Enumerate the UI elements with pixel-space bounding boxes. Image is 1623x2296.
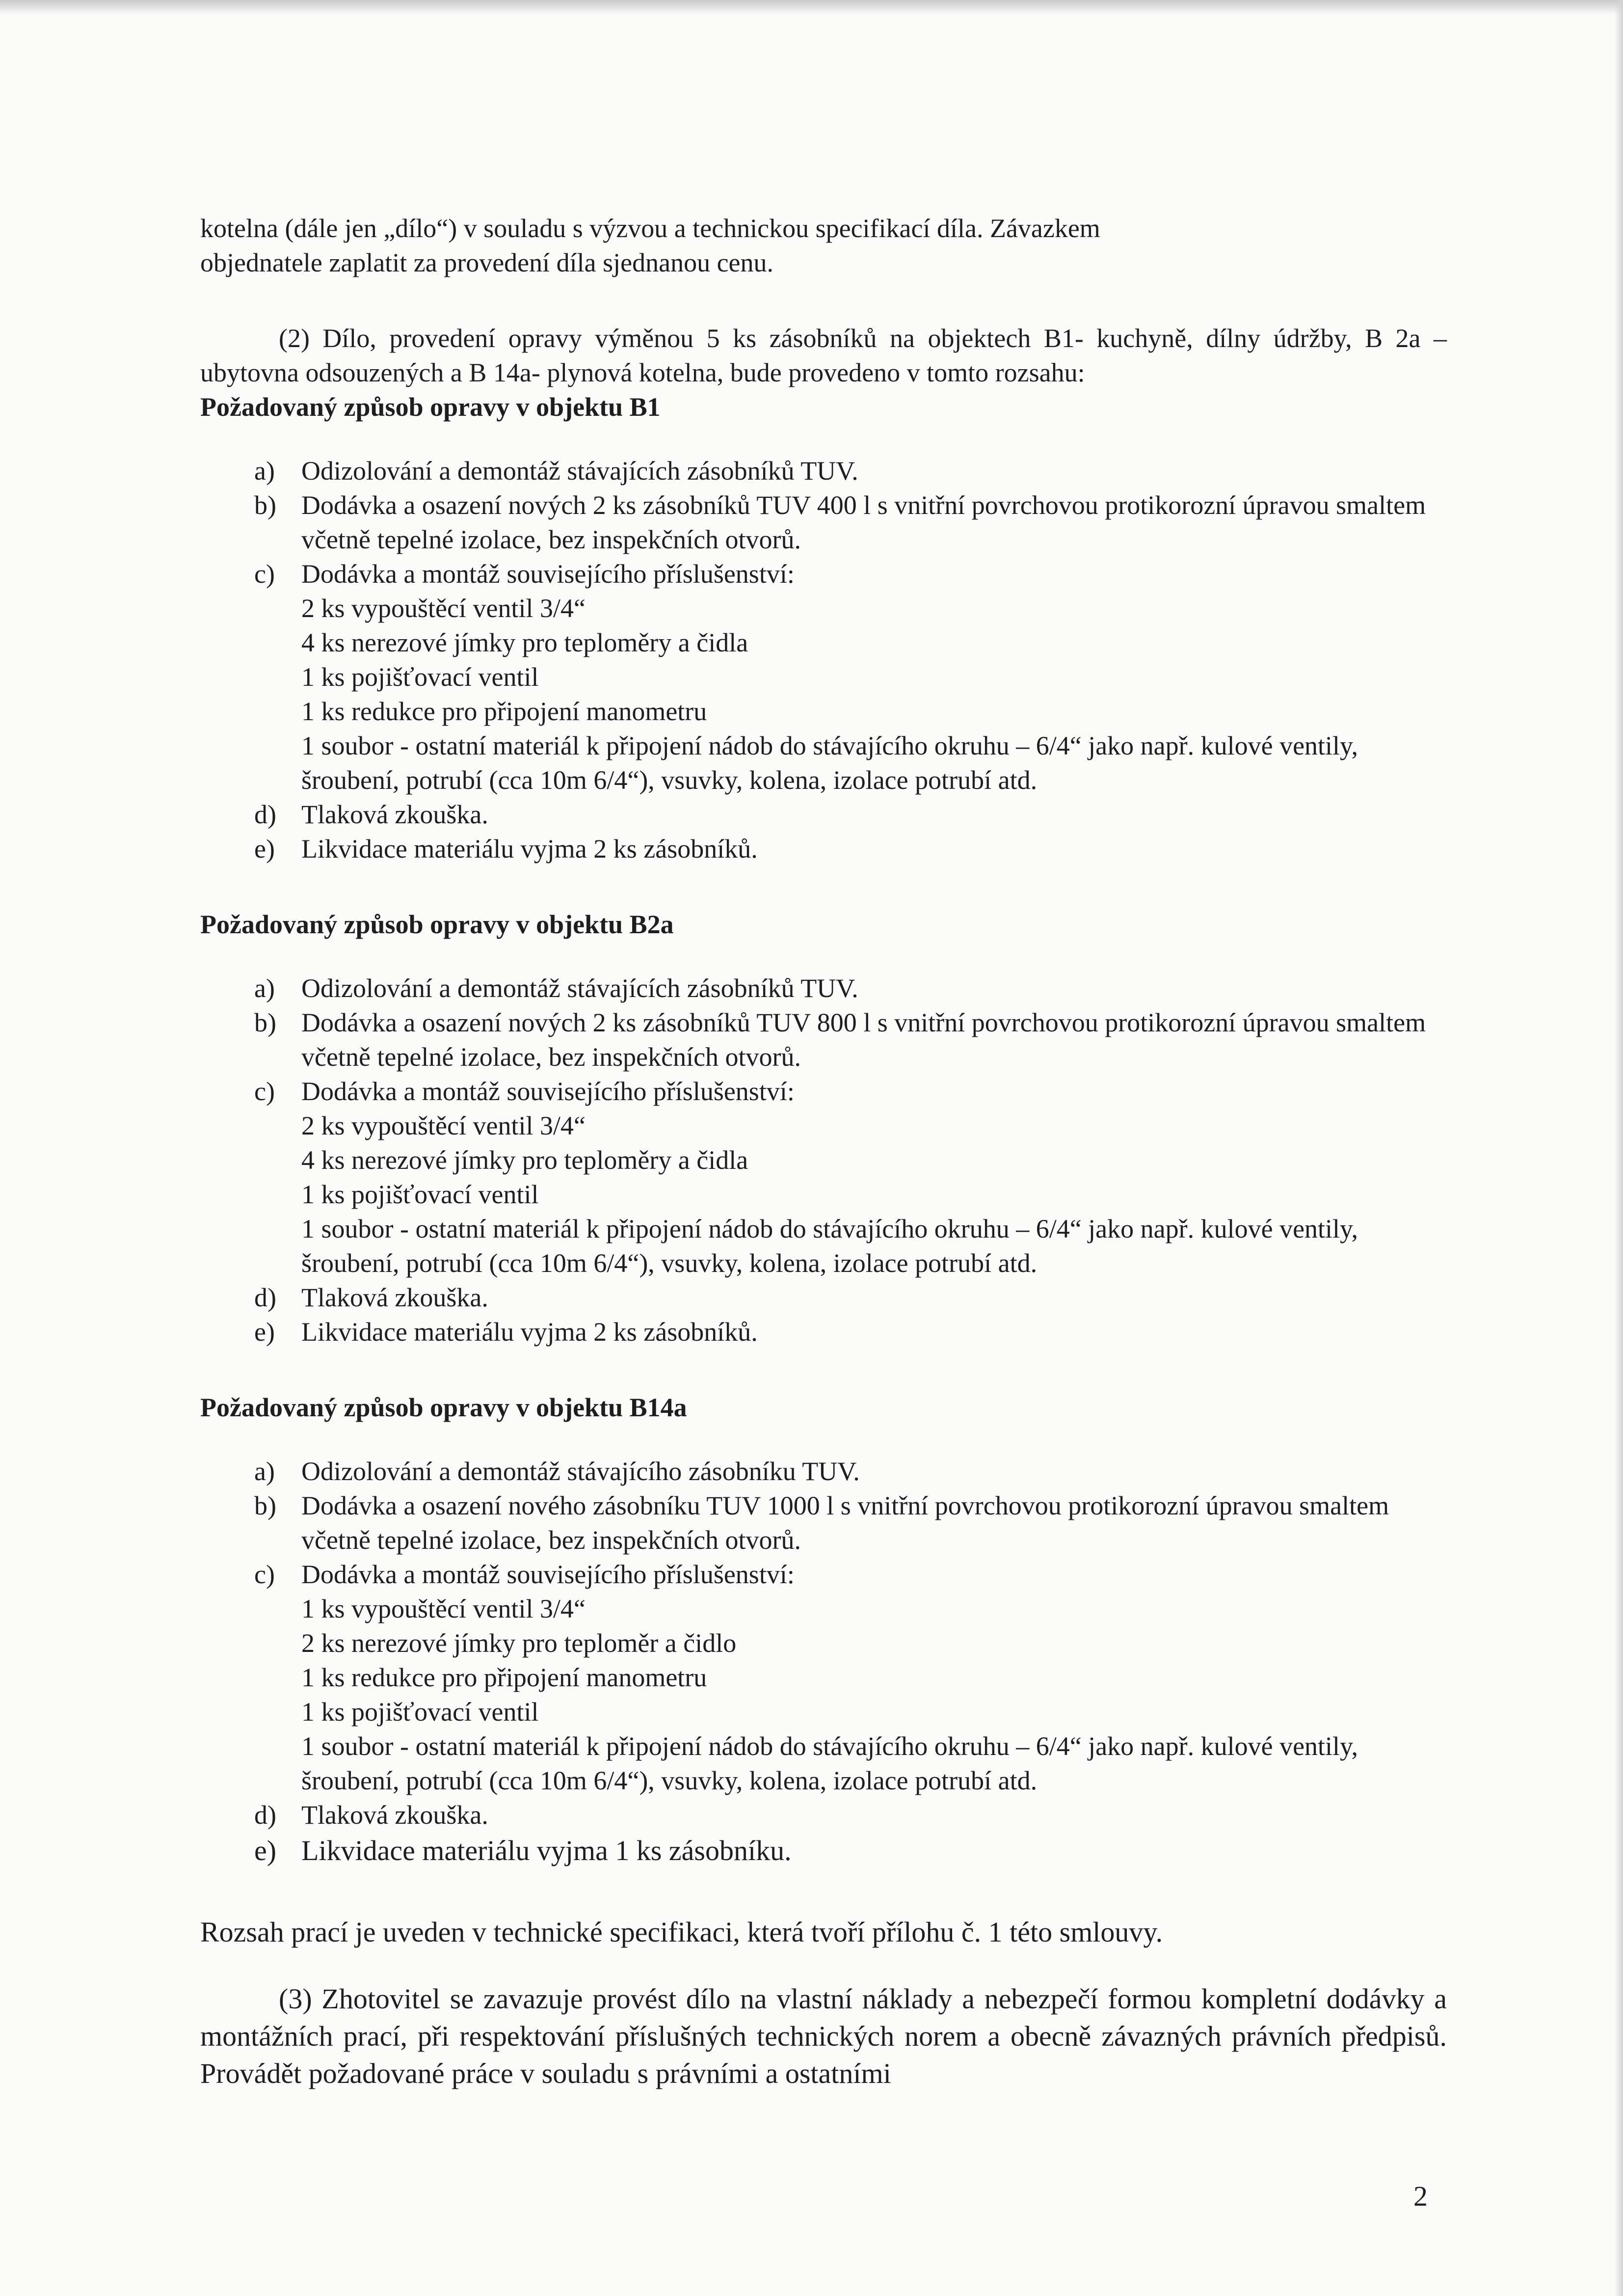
document-page [200,211,1447,2092]
item-text: Tlaková zkouška. [301,1800,488,1830]
list-item [254,557,1447,797]
item-marker: d) [254,1800,276,1830]
item-text: Dodávka a osazení nových 2 ks zásobníků TUV 400 l s vnitřní povrchovou protikorozní úpravou smaltem včetně tepelné izolace, bez inspekčních otvorů. [301,490,1426,554]
paragraph-3: (3) Zhotovitel se zavazuje provést dílo na vlastní náklady a nebezpečí formou kompletní dodávky a montážních prací, při respektování příslušných technických norem a obecně závazných právních předpisů. Provádět požadované práce v souladu s právními a ostatními [200,1983,1447,2089]
item-text: Dodávka a montáž souvisejícího příslušenství: [301,559,795,589]
accessory-line: 2 ks vypouštěcí ventil 3/4“ [301,1111,585,1140]
list-item [254,488,1447,557]
section-heading-b2a: Požadovaný způsob opravy v objektu B2a [200,910,674,939]
accessory-line: 1 ks vypouštěcí ventil 3/4“ [301,1594,585,1623]
section-heading-b14a: Požadovaný způsob opravy v objektu B14a [200,1393,687,1422]
item-marker: d) [254,800,276,829]
intro-paragraph [200,211,1447,280]
list-item [254,971,1447,1005]
accessory-line: 2 ks vypouštěcí ventil 3/4“ [301,594,585,623]
item-text: Dodávka a osazení nového zásobníku TUV 1000 l s vnitřní povrchovou protikorozní úpravou smaltem včetně tepelné izolace, bez inspekčních otvorů. [301,1491,1389,1555]
item-text: Tlaková zkouška. [301,1283,488,1312]
scan-edge-shadow [0,0,1623,15]
list-item [254,1074,1447,1280]
list-item [254,454,1447,488]
section-heading-b1: Požadovaný způsob opravy v objektu B1 [200,392,661,422]
accessory-line: 1 ks redukce pro připojení manometru [301,697,707,726]
list-item [254,1005,1447,1074]
list-item [254,1557,1447,1798]
accessory-line: 1 ks redukce pro připojení manometru [301,1663,707,1692]
accessory-line: 1 ks pojišťovací ventil [301,1180,539,1209]
item-marker: c) [254,559,275,589]
list-item [254,797,1447,832]
accessory-line: 2 ks nerezové jímky pro teploměr a čidlo [301,1628,737,1658]
item-marker: e) [254,1835,277,1866]
list-item [254,1454,1447,1488]
item-marker: b) [254,1491,276,1520]
list-item [254,832,1447,866]
item-marker: d) [254,1283,276,1312]
accessory-line: 1 soubor - ostatní materiál k připojení nádob do stávajícího okruhu – 6/4“ jako např. kulové ventily, šroubení, potrubí (cca 10m 6/4“), vsuvky, kolena, izolace potrubí atd. [301,731,1358,795]
item-text: Likvidace materiálu vyjma 2 ks zásobníků. [301,834,758,864]
item-text: Dodávka a montáž souvisejícího příslušenství: [301,1077,795,1106]
accessory-list [301,1108,1447,1280]
accessory-list [301,1592,1447,1798]
item-text: Odizolování a demontáž stávajícího zásobníku TUV. [301,1457,860,1486]
list-item [254,1798,1447,1832]
accessory-line: 1 ks pojišťovací ventil [301,1697,539,1727]
intro-line-2: objednatele zaplatit za provedení díla sjednanou cenu. [200,248,774,277]
item-text: Likvidace materiálu vyjma 1 ks zásobníku. [301,1835,792,1866]
accessory-line: 1 soubor - ostatní materiál k připojení nádob do stávajícího okruhu – 6/4“ jako např. kulové ventily, šroubení, potrubí (cca 10m 6/4“), vsuvky, kolena, izolace potrubí atd. [301,1731,1358,1795]
item-marker: c) [254,1077,275,1106]
item-marker: b) [254,1008,276,1037]
item-text: Dodávka a osazení nových 2 ks zásobníků TUV 800 l s vnitřní povrchovou protikorozní úpravou smaltem včetně tepelné izolace, bez inspekčních otvorů. [301,1008,1426,1072]
accessory-line: 1 soubor - ostatní materiál k připojení nádob do stávajícího okruhu – 6/4“ jako např. kulové ventily, šroubení, potrubí (cca 10m 6/4“), vsuvky, kolena, izolace potrubí atd. [301,1214,1358,1278]
item-text: Odizolování a demontáž stávajících zásobníků TUV. [301,973,858,1003]
paragraph-2: (2) Dílo, provedení opravy výměnou 5 ks zásobníků na objektech B1- kuchyně, dílny údržby, B 2a – ubytovna odsouzených a B 14a- plynová kotelna, bude provedeno v tomto rozsahu: [200,324,1447,387]
item-text: Tlaková zkouška. [301,800,488,829]
scan-edge-shadow-right [1614,0,1623,2296]
item-marker: b) [254,490,276,520]
list-item [254,1832,1447,1869]
item-text: Likvidace materiálu vyjma 2 ks zásobníků. [301,1317,758,1347]
item-text: Dodávka a montáž souvisejícího příslušenství: [301,1560,795,1589]
item-text: Odizolování a demontáž stávajících zásobníků TUV. [301,456,858,486]
scope-note: Rozsah prací je uveden v technické specifikaci, která tvoří přílohu č. 1 této smlouvy. [200,1916,1163,1948]
item-marker: a) [254,1457,275,1486]
list-item [254,1280,1447,1315]
item-marker: e) [254,1317,275,1347]
item-marker: a) [254,973,275,1003]
item-marker: e) [254,834,275,864]
list-item [254,1315,1447,1349]
list-item [254,1488,1447,1557]
accessory-list [301,591,1447,797]
item-marker: c) [254,1560,275,1589]
accessory-line: 1 ks pojišťovací ventil [301,662,539,692]
item-marker: a) [254,456,275,486]
intro-line-1: kotelna (dále jen „dílo“) v souladu s výzvou a technickou specifikací díla. Závazkem [200,214,1100,243]
accessory-line: 4 ks nerezové jímky pro teploměry a čidla [301,628,748,657]
page-number: 2 [1413,2180,1428,2212]
section-list-b2a [200,971,1447,1349]
accessory-line: 4 ks nerezové jímky pro teploměry a čidla [301,1145,748,1175]
section-list-b1 [200,454,1447,866]
section-list-b14a [200,1454,1447,1869]
